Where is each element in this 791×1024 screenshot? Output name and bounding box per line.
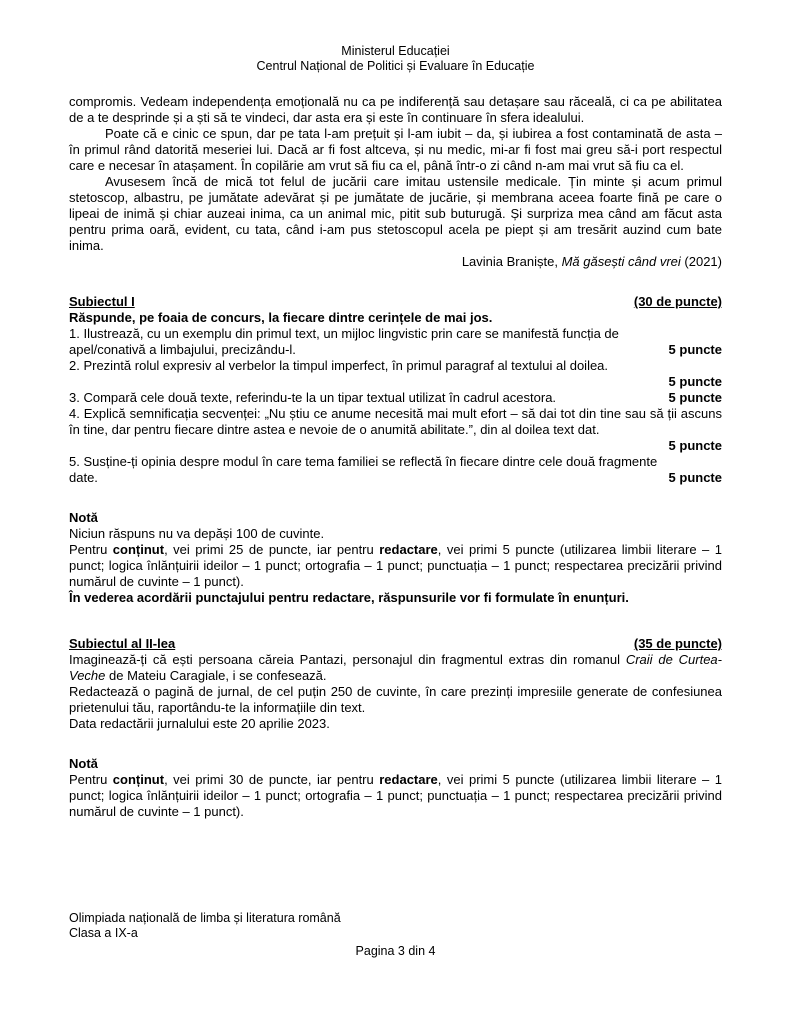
question-3 bbox=[69, 390, 722, 406]
page-content bbox=[69, 94, 722, 820]
nota-1-line-1: Niciun răspuns nu va depăși 100 de cuvinte. bbox=[69, 526, 325, 541]
subiect-2-paragraph-3: Data redactării jurnalului este 20 aprilie 2023. bbox=[69, 716, 330, 731]
text-paragraph-3: Avusesem încă de mică tot felul de jucării care imitau ustensile medicale. Țin minte și acum primul stetoscop, albastru, pe jumătate adevărat și pe jumătate de jucărie, și membrana aceea foarte fină pe care o lipeai de inimă și chiar auzeai inima, ca un animal mic, pitit sub buturugă. Și surpriza mea când am făcut asta pentru prima oară, evident, cu tata, când i-am pus stetoscopul acela pe piept și am tresărit auzind cum bate inima. bbox=[69, 174, 722, 253]
subiect-2-paragraph-2: Redactează o pagină de jurnal, de cel puțin 250 de cuvinte, în care prezinți impresiile generate de confesiunea prietenului tău, raportându-te la informațiile din text. bbox=[69, 684, 722, 715]
subiect-1-heading bbox=[69, 294, 722, 310]
nota-1-l2-redactare: redactare bbox=[379, 542, 438, 557]
nota-1-line-2 bbox=[69, 542, 722, 590]
source-author: Lavinia Braniște, bbox=[461, 254, 562, 269]
question-5-line-2 bbox=[69, 470, 722, 486]
text-source bbox=[69, 254, 722, 270]
subiect-1-points: (30 de puncte) bbox=[633, 294, 722, 309]
page-header bbox=[0, 44, 791, 74]
question-1-points: 5 puncte bbox=[668, 342, 722, 357]
subiect-1-title: Subiectul I bbox=[69, 294, 135, 309]
nota-1-line-3: În vederea acordării punctajului pentru redactare, răspunsurile vor fi formulate în enunțuri. bbox=[69, 590, 629, 605]
nota-2-l1-c: , vei primi 30 de puncte, iar pentru bbox=[164, 772, 380, 787]
text-paragraph-1: compromis. Vedeam independența emoțională nu ca pe indiferență sau detașare sau răceală, ci ca pe abilitatea de a te desprinde și a ști să te vindeci, dar asta era și este în continuare în sfera idealului. bbox=[69, 94, 722, 125]
subiect-2-paragraph-1 bbox=[69, 652, 722, 684]
nota-2-title: Notă bbox=[69, 756, 98, 771]
nota-1-l2-e: , vei primi 5 puncte (utilizarea limbii literare – 1 punct; logica înlănțuirii ideilor – 1 punct; ortografia – 1 punct; punctuația – 1 punct; respectarea precizării privind numărul de cuvinte – 1 punct). bbox=[69, 542, 722, 589]
subiect-2-points: (35 de puncte) bbox=[633, 636, 722, 651]
nota-2-l1-e: , vei primi 5 puncte (utilizarea limbii literare – 1 punct; logica înlănțuirii ideilor – 1 punct; ortografia – 1 punct; punctuația – 1 punct; respectarea precizării privind numărul de cuvinte – 1 punct). bbox=[69, 772, 722, 819]
source-year: (2021) bbox=[680, 254, 722, 269]
nota-1-l2-c: , vei primi 25 de puncte, iar pentru bbox=[164, 542, 380, 557]
question-3-points: 5 puncte bbox=[668, 390, 722, 405]
question-5-line-1: 5. Susține-ți opinia despre modul în care tema familiei se reflectă în fiecare dintre cele două fragmente bbox=[69, 454, 658, 469]
question-2-points: 5 puncte bbox=[668, 374, 722, 389]
question-4: 4. Explică semnificația secvenței: „Nu știu ce anume necesită mai mult efort – să dai tot din tine sau să ții ascuns în tine, dar pentru fiecare dintre astea e nevoie de o anumită abilitate.”, din al doilea text dat. bbox=[69, 406, 722, 437]
subiect-2-novel-title: Craii de Curtea-Veche bbox=[69, 652, 722, 683]
subiect-2-title: Subiectul al II-lea bbox=[69, 636, 176, 651]
nota-1-title: Notă bbox=[69, 510, 98, 525]
question-3-text: 3. Compară cele două texte, referindu-te la un tipar textual utilizat în cadrul acestora. bbox=[69, 390, 557, 405]
nota-1-l2-a: Pentru bbox=[69, 542, 113, 557]
question-1-text-end: apel/conativă a limbajului, precizându-l. bbox=[69, 342, 296, 357]
nota-2-l1-content: conținut bbox=[112, 772, 165, 787]
header-ministry: Ministerul Educației bbox=[341, 44, 450, 58]
text-paragraph-2: Poate că e cinic ce spun, dar pe tata l-am prețuit și l-am iubit – da, și iubirea a fost contaminată de asta – în primul rând datorită meseriei lui. Dacă ar fi fost altceva, și nu medic, mi-ar fi fost mai greu să-i port respectul care e necesar în atașament. În copilărie am vrut să fiu ca el, până într-o zi când n-am mai vrut să fiu ca el. bbox=[69, 126, 722, 173]
page-footer bbox=[69, 911, 341, 941]
question-1-line-2 bbox=[69, 342, 722, 358]
header-center: Centrul Național de Politici și Evaluare în Educație bbox=[256, 59, 535, 73]
question-4-points: 5 puncte bbox=[668, 438, 722, 453]
source-title: Mă găsești când vrei bbox=[561, 254, 681, 269]
question-5-points: 5 puncte bbox=[668, 470, 722, 485]
question-2: 2. Prezintă rolul expresiv al verbelor la timpul imperfect, în primul paragraf al textului al doilea. bbox=[69, 358, 609, 373]
footer-olympiad: Olimpiada națională de limba și literatura română bbox=[69, 911, 341, 925]
subiect-2-p1-c: de Mateiu Caragiale, i se confesează. bbox=[105, 668, 327, 683]
subiect-2-heading bbox=[69, 636, 722, 652]
subiect-2-p1-a: Imaginează-ți că ești persoana căreia Pantazi, personajul din fragmentul extras din romanul bbox=[69, 652, 626, 667]
subiect-1-instruction: Răspunde, pe foaia de concurs, la fiecare dintre cerințele de mai jos. bbox=[69, 310, 493, 325]
nota-1-l2-content: conținut bbox=[112, 542, 165, 557]
page-number: Pagina 3 din 4 bbox=[355, 944, 436, 958]
nota-2-line-1 bbox=[69, 772, 722, 820]
nota-2-l1-a: Pentru bbox=[69, 772, 113, 787]
footer-grade: Clasa a IX-a bbox=[69, 926, 138, 940]
question-1-line-1: 1. Ilustrează, cu un exemplu din primul text, un mijloc lingvistic prin care se manifestă funcția de bbox=[69, 326, 619, 341]
question-5-text-end: date. bbox=[69, 470, 98, 485]
nota-2-l1-redactare: redactare bbox=[379, 772, 438, 787]
